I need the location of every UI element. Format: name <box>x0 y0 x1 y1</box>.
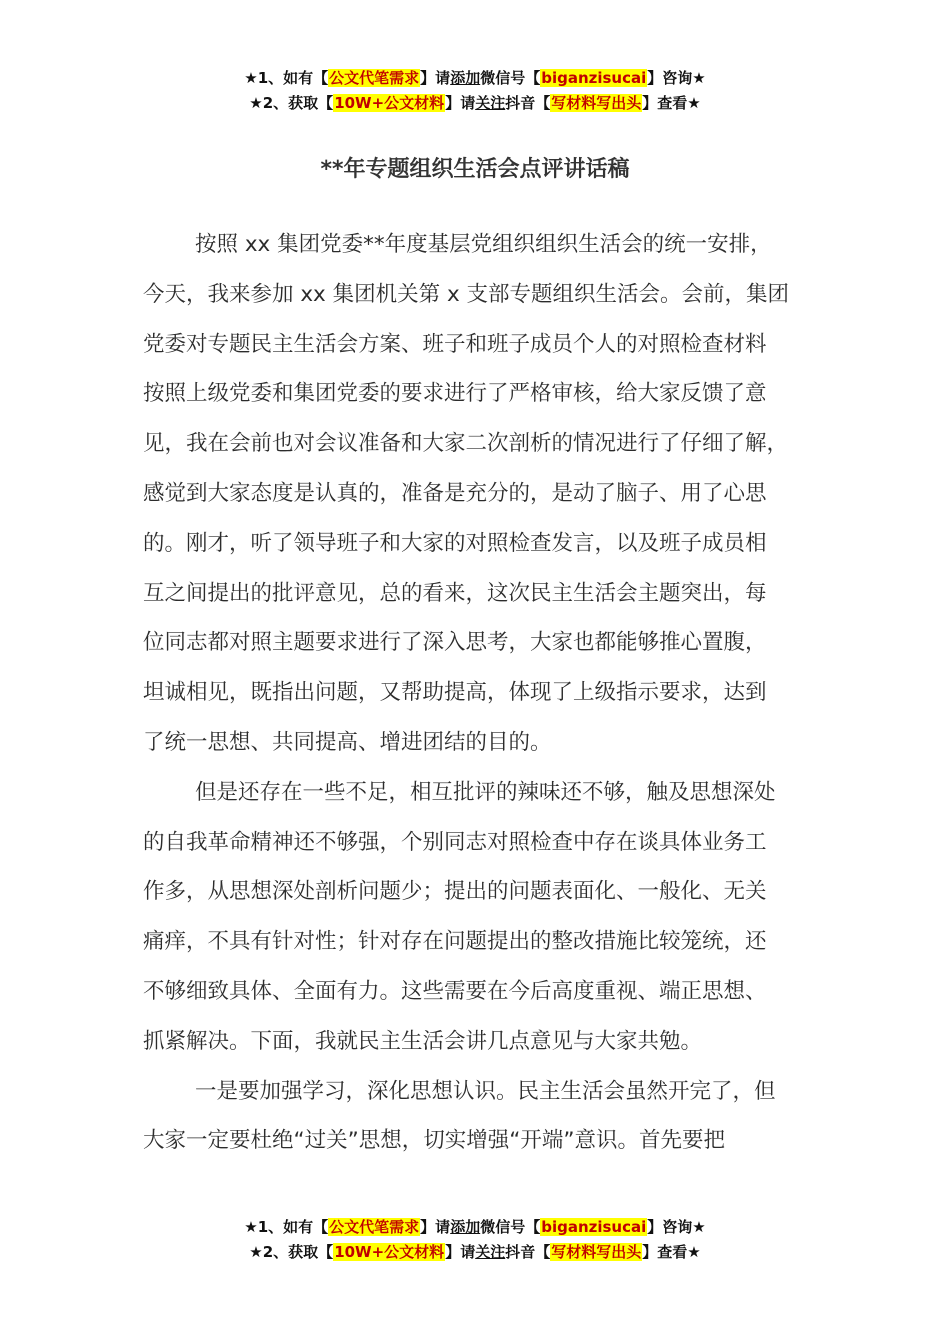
banner-highlight: 写材料写出头 <box>551 94 642 112</box>
header-banner <box>0 66 950 116</box>
banner-text: 微信号【 <box>480 1218 541 1236</box>
body-line: 作多，从思想深处剖析问题少；提出的问题表面化、一般化、无关 <box>143 879 767 905</box>
banner-text: 】查看★ <box>642 1243 701 1261</box>
document-title: **年专题组织生活会点评讲话稿 <box>320 157 630 182</box>
body-line: 一是要加强学习，深化思想认识。民主生活会虽然开完了，但 <box>195 1078 776 1104</box>
banner-highlight: 公文代笔需求 <box>329 69 420 87</box>
body-line: 今天，我来参加 xx 集团机关第 x 支部专题组织生活会。会前，集团 <box>143 281 790 307</box>
banner-underlined: 关注 <box>475 94 506 112</box>
body-line: 但是还存在一些不足，相互批评的辣味还不够，触及思想深处 <box>195 779 776 805</box>
document-body <box>143 220 811 1166</box>
banner-text: 】咨询★ <box>647 69 706 87</box>
body-line: 了统一思想、共同提高、增进团结的目的。 <box>143 729 552 755</box>
banner-line-2 <box>0 1240 950 1265</box>
body-line: 见，我在会前也对会议准备和大家二次剖析的情况进行了仔细了解， <box>143 431 789 457</box>
body-line: 位同志都对照主题要求进行了深入思考，大家也都能够推心置腹， <box>143 630 767 656</box>
banner-line-2 <box>0 91 950 116</box>
banner-text: 微信号【 <box>480 69 541 87</box>
banner-text: 】请 <box>420 1218 451 1236</box>
body-line: 抓紧解决。下面，我就民主生活会讲几点意见与大家共勉。 <box>143 1028 703 1054</box>
body-line: 按照上级党委和集团党委的要求进行了严格审核，给大家反馈了意 <box>143 381 767 407</box>
body-line: 大家一定要杜绝“过关”思想，切实增强“开端”意识。首先要把 <box>143 1128 726 1154</box>
banner-line-1 <box>0 1215 950 1240</box>
banner-underlined: 添加 <box>450 69 481 87</box>
banner-highlight: biganzisucai <box>541 1218 647 1236</box>
body-line: 党委对专题民主生活会方案、班子和班子成员个人的对照检查材料 <box>143 331 767 357</box>
banner-text: 抖音【 <box>505 1243 551 1261</box>
body-line: 感觉到大家态度是认真的，准备是充分的，是动了脑子、用了心思 <box>143 480 767 506</box>
banner-underlined: 关注 <box>475 1243 506 1261</box>
body-line: 的。刚才，听了领导班子和大家的对照检查发言，以及班子成员相 <box>143 530 767 556</box>
banner-highlight: 写材料写出头 <box>551 1243 642 1261</box>
banner-underlined: 添加 <box>450 1218 481 1236</box>
body-line: 坦诚相见，既指出问题，又帮助提高，体现了上级指示要求，达到 <box>143 680 767 706</box>
banner-text: 】咨询★ <box>647 1218 706 1236</box>
body-line: 痛痒，不具有针对性；针对存在问题提出的整改措施比较笼统，还 <box>143 929 767 955</box>
banner-highlight: 10W+公文材料 <box>334 94 445 112</box>
banner-text: ★1、如有【 <box>244 1218 329 1236</box>
body-line: 不够细致具体、全面有力。这些需要在今后高度重视、端正思想、 <box>143 978 767 1004</box>
body-line: 互之间提出的批评意见，总的看来，这次民主生活会主题突出，每 <box>143 580 767 606</box>
banner-text: ★2、获取【 <box>249 94 334 112</box>
footer-banner <box>0 1215 950 1265</box>
banner-text: 】查看★ <box>642 94 701 112</box>
banner-highlight: biganzisucai <box>541 69 647 87</box>
banner-highlight: 公文代笔需求 <box>329 1218 420 1236</box>
body-line: 的自我革命精神还不够强，个别同志对照检查中存在谈具体业务工 <box>143 829 767 855</box>
banner-line-1 <box>0 66 950 91</box>
banner-text: ★1、如有【 <box>244 69 329 87</box>
banner-text: 】请 <box>445 94 476 112</box>
banner-text: 抖音【 <box>505 94 551 112</box>
banner-text: 】请 <box>445 1243 476 1261</box>
banner-highlight: 10W+公文材料 <box>334 1243 445 1261</box>
body-line: 按照 xx 集团党委**年度基层党组织组织生活会的统一安排， <box>195 232 772 257</box>
banner-text: 】请 <box>420 69 451 87</box>
banner-text: ★2、获取【 <box>249 1243 334 1261</box>
